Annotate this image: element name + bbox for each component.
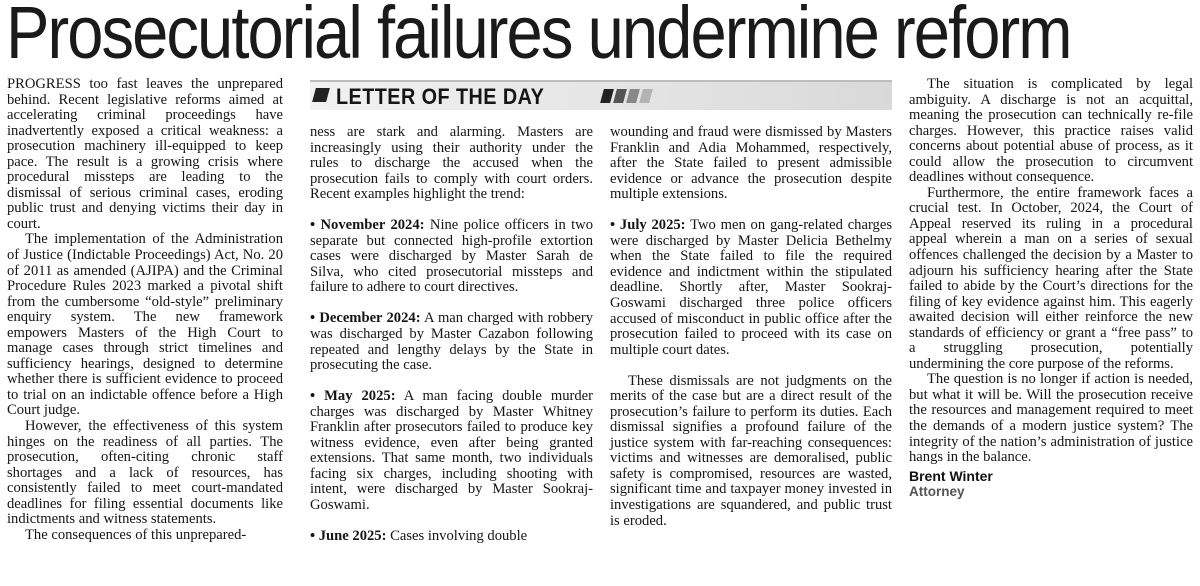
bullet-item [310,218,593,296]
article-paragraph: ness are stark and alarming. Masters are increasingly using their authority under the rules to discharge the accused when the prosecution fails to comply with court orders. Recent examples highlight the trend: [310,124,593,203]
stripe-icon [626,89,640,103]
bullet-date: • November 2024: [310,217,425,234]
article-column-3 [610,125,892,529]
banner-marker-icon [312,88,330,102]
bullet-date: • May 2025: [310,388,396,405]
article-column-2 [310,125,593,545]
bullet-text: Two men on gang-related charges were discharged by Master Delicia Bethelmy when the State failed to file the required evidence and indictment within the stipulated deadline. Shortly after, Master Sookraj-Goswami discharged three police officers accused of misconduct in public office after the prosecution failed to proceed with its case on multiple court dates. [610,217,892,358]
bullet-date: • July 2025: [610,217,686,234]
stripe-icon [613,89,627,103]
article-paragraph: The consequences of this unprepared- [25,526,247,543]
bullet-text: Nine police officers in two separate but connected high-profile extortion cases were discharged by Master Sarah de Silva, who cited prosecutorial missteps and failure to adhere to court directives. [310,217,594,296]
letter-of-the-day-banner [310,80,892,110]
author-name: Brent Winter [909,467,993,484]
bullet-date: • June 2025: [310,528,387,545]
article-paragraph: Furthermore, the entire framework faces a crucial test. In October, 2024, the Court of Appeal reserved its ruling in a procedural appeal wherein a man on a series of sexual offences challenged the decision by a Master to adjourn his sufficiency hearing after the State failed to abide by the Court’s directions for the filing of key evidence against him. This eagerly awaited decision will either reinforce the new standards of efficiency or grant a “free pass” to a struggling prosecution, potentially undermining the core purpose of the reforms. [909,184,1193,372]
article-column-4 [909,77,1193,500]
bullet-item [310,389,593,513]
bullet-text: A man facing double murder charges was discharged by Master Whitney Franklin after prosecutors failed to produce key witness evidence, even after being granted extensions. That same month, two individuals facing six charges, including shooting with intent, were discharged by Master Sookraj-Goswami. [310,388,594,513]
bullet-text: Cases involving double [386,528,528,545]
article-paragraph: These dismissals are not judgments on the merits of the case but are a direct result of the prosecution’s failure to perform its duties. Each dismissal signifies a profound failure of the justice system with far-reaching consequences: victims and witnesses are demoralised, public safety is compromised, resources are wasted, significant time and taxpayer money invested in investigations are squandered, and public trust is eroded. [610,372,892,529]
bullet-item [610,218,892,358]
bullet-item [310,311,593,373]
article-paragraph: However, the effectiveness of this system hinges on the readiness of all parties. The prosecution, often-citing chronic staff shortages and a lack of resources, has consistently failed to meet court-mandated deadlines for filing essential documents like indictments and witness statements. [7,418,283,528]
article-column-1 [7,77,283,543]
article-paragraph: wounding and fraud were dismissed by Masters Franklin and Adia Mohammed, respectively, after the State failed to present admissible evidence or advance the prosecution despite multiple extensions. [610,124,892,203]
banner-stripes [602,89,651,103]
article-paragraph: PROGRESS too fast leaves the unprepared behind. Recent legislative reforms aimed at accelerating criminal proceedings have inadvertently exposed a critical weakness: a prosecution machinery ill-equipped to keep pace. The result is a growing crisis where procedural missteps are leading to the dismissal of serious criminal cases, eroding public trust and denying victims their day in court. [7,76,283,232]
bullet-item [310,529,593,545]
article-paragraph: The question is no longer if action is needed, but what it will be. Will the prosecution receive the resources and management required to meet the demands of a modern justice system? The integrity of the nation’s administration of justice hangs in the balance. [909,371,1193,466]
stripe-icon [600,89,614,103]
article-paragraph: The situation is complicated by legal ambiguity. A discharge is not an acquittal, meaning the prosecution can technically re-file charges. However, this practice raises valid concerns about potential abuse of process, as it could allow the prosecution to circumvent deadlines without consequence. [909,76,1193,186]
stripe-icon [639,89,653,103]
headline: Prosecutorial failures undermine reform [6,0,1071,74]
article-paragraph: The implementation of the Administration of Justice (Indictable Proceedings) Act, No. 20 of 2011 as amended (AJIPA) and the Criminal Procedure Rules 2023 marked a pivotal shift from the cumbersome “old-style” preliminary enquiry system. The new framework empowers Masters of the High Court to manage cases through strict timelines and sufficiency hearings, designed to determine whether there is sufficient evidence to proceed to trial on an indictable offence before a High Court judge. [7,231,283,419]
bullet-text: A man charged with robbery was discharged by Master Cazabon following repeated and lengthy delays by the State in prosecuting the case. [310,310,594,374]
author-title: Attorney [909,483,965,499]
banner-label: LETTER OF THE DAY [336,84,545,109]
bullet-date: • December 2024: [310,310,421,327]
